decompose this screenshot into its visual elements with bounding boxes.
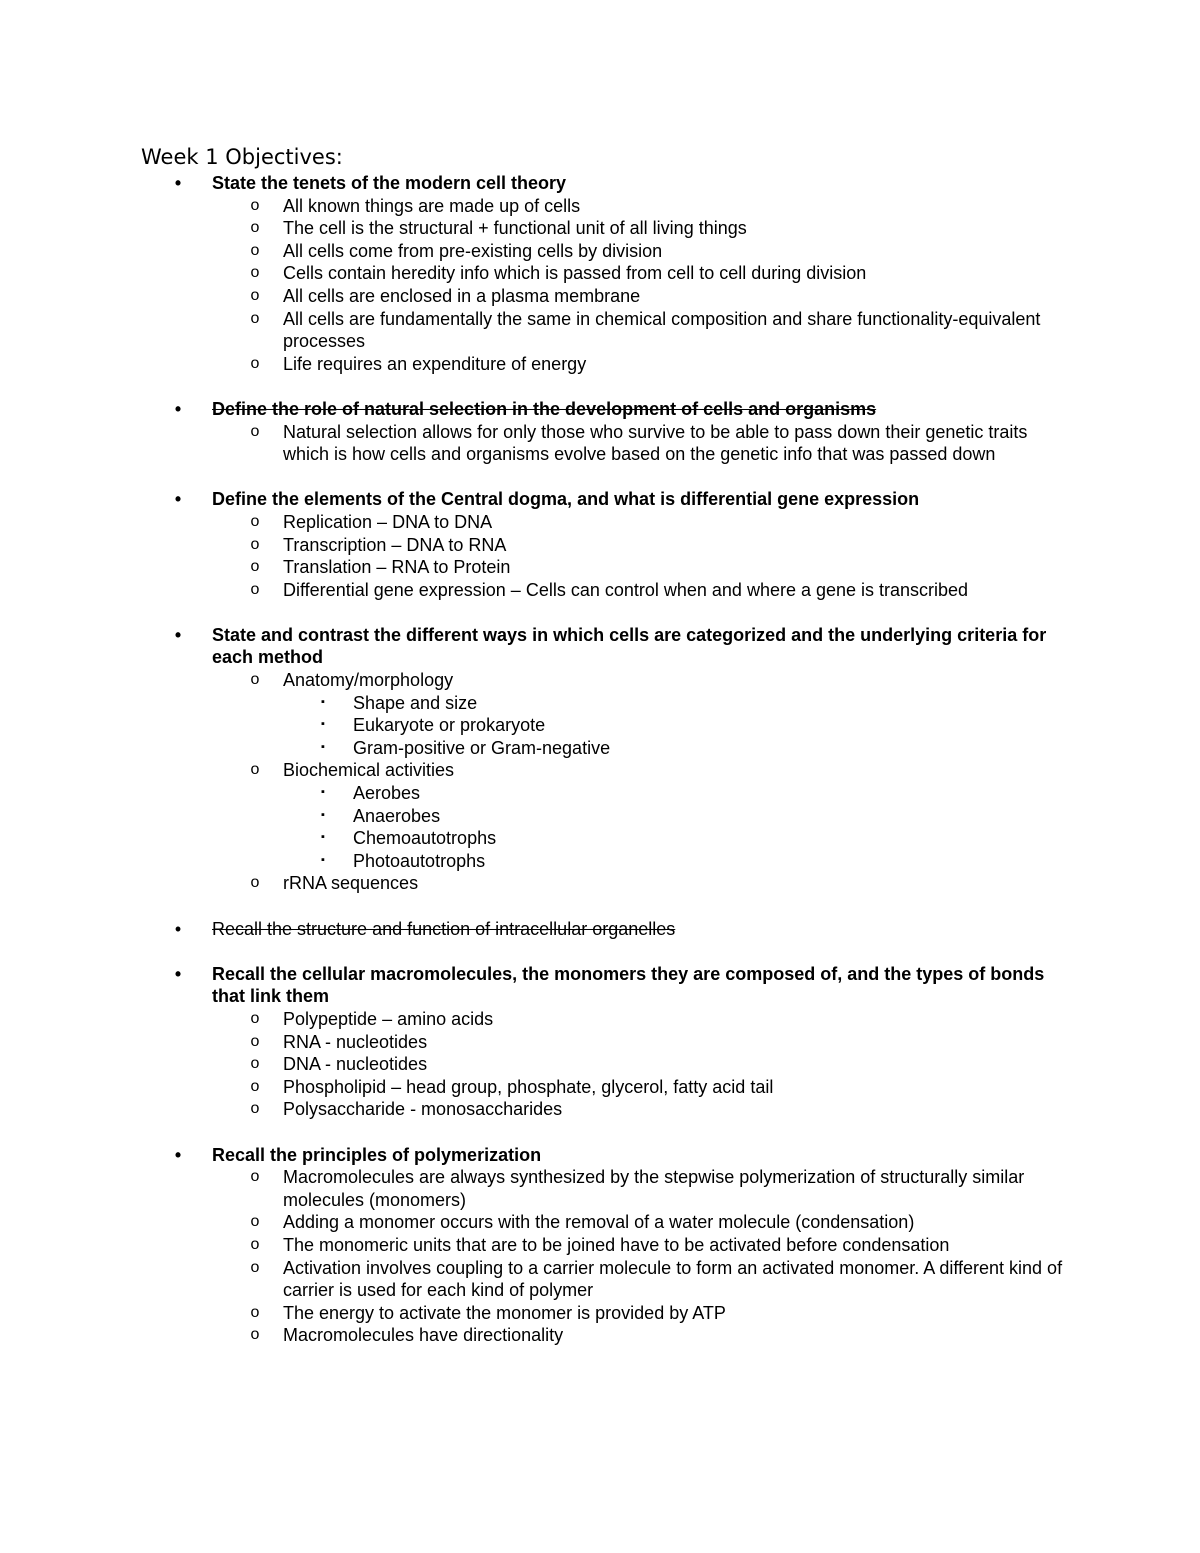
objective-heading-struck [174, 918, 1072, 941]
list-item [250, 759, 1073, 782]
list-item-text: All cells are fundamentally the same in chemical composition and share functionality-equivalent processes [283, 308, 1041, 352]
objectives-list [0, 172, 1200, 1347]
list-item [250, 1076, 1073, 1099]
list-item-text: DNA - nucleotides [283, 1054, 428, 1075]
objective-heading-struck [174, 398, 1072, 421]
sub-list-item-text: Eukaryote or prokaryote [353, 715, 546, 736]
bullet-marker: • [174, 918, 182, 939]
objective-section [0, 488, 1200, 601]
objective-heading [174, 963, 1072, 1008]
objective-heading [174, 624, 1072, 669]
list-item-text: Macromolecules have directionality [283, 1325, 564, 1346]
bullet-marker: • [174, 489, 182, 510]
list-item [250, 262, 1073, 285]
sub-marker: o [250, 309, 260, 327]
square-bullet-icon: ▪ [321, 808, 325, 821]
heading-text: Recall the cellular macromolecules, the monomers they are composed of, and the types of bonds that link them [212, 963, 1045, 1007]
sub-list-item [321, 805, 1053, 828]
heading-text: Recall the principles of polymerization [212, 1144, 542, 1165]
sub-list-item-text: Gram-positive or Gram-negative [353, 737, 611, 758]
sub-list-item-text: Photoautotrophs [353, 850, 486, 871]
objective-section [0, 1144, 1200, 1347]
sub-marker: o [250, 422, 260, 440]
sub-marker: o [250, 219, 260, 237]
sub-marker: o [250, 1235, 260, 1253]
list-item-text: Biochemical activities [283, 760, 455, 781]
list-item-text: Activation involves coupling to a carrier molecule to form an activated monomer. A different kind of carrier is used for each kind of polymer [283, 1257, 1063, 1301]
list-item-text: Differential gene expression – Cells can control when and where a gene is transcribed [283, 579, 969, 600]
objective-heading [174, 1144, 1072, 1167]
sub-marker: o [250, 1326, 260, 1344]
heading-text: State and contrast the different ways in which cells are categorized and the underlying criteria for each method [212, 624, 1047, 668]
sub-marker: o [250, 196, 260, 214]
sub-list-item [321, 714, 1053, 737]
sub-marker: o [250, 1055, 260, 1073]
sub-marker: o [250, 354, 260, 372]
sub-marker: o [250, 535, 260, 553]
sub-list-item [321, 827, 1053, 850]
sub-marker: o [250, 1077, 260, 1095]
list-item-text: Macromolecules are always synthesized by the stepwise polymerization of structurally similar molecules (monomers) [283, 1167, 1025, 1210]
list-item [250, 285, 1073, 308]
sub-marker: o [250, 1303, 260, 1321]
list-item [250, 1324, 1073, 1347]
sub-marker: o [250, 558, 260, 576]
list-item [250, 353, 1073, 376]
sub-marker: o [250, 512, 260, 530]
list-item [250, 195, 1073, 218]
list-item-text: Adding a monomer occurs with the removal of a water molecule (condensation) [283, 1212, 915, 1233]
list-item [250, 308, 1073, 353]
sub-marker: o [250, 1032, 260, 1050]
objective-section [0, 624, 1200, 895]
objective-heading [174, 172, 1072, 195]
list-item-text: Cells contain heredity info which is passed from cell to cell during division [283, 263, 867, 284]
objective-section [0, 172, 1200, 375]
square-bullet-icon: ▪ [321, 786, 325, 799]
list-item [250, 556, 1073, 579]
heading-text: State the tenets of the modern cell theory [212, 173, 567, 193]
list-item [250, 1098, 1073, 1121]
sub-marker: o [250, 671, 260, 689]
list-item-text: The monomeric units that are to be joined have to be activated before condensation [283, 1234, 950, 1255]
list-item [250, 1302, 1073, 1325]
list-item [250, 217, 1073, 240]
bullet-marker: • [174, 173, 182, 193]
sub-marker: o [250, 1213, 260, 1231]
sub-marker: o [250, 580, 260, 598]
list-item [250, 421, 1073, 466]
heading-text: Define the elements of the Central dogma, and what is differential gene expression [212, 489, 920, 510]
list-item [250, 1257, 1073, 1302]
square-bullet-icon: ▪ [321, 740, 325, 753]
sub-list-item [321, 737, 1053, 760]
sub-marker: o [250, 264, 260, 282]
square-bullet-icon: ▪ [321, 695, 325, 708]
list-item [250, 669, 1073, 692]
sub-marker: o [250, 874, 260, 892]
sub-list-item-text: Aerobes [353, 783, 421, 804]
square-bullet-icon: ▪ [321, 853, 325, 866]
page-title: Week 1 Objectives: [141, 145, 343, 169]
heading-text: Define the role of natural selection in the development of cells and organisms [212, 398, 877, 419]
objective-section [0, 398, 1200, 466]
list-item [250, 1008, 1073, 1031]
objective-heading [174, 488, 1072, 511]
square-bullet-icon: ▪ [321, 718, 325, 731]
sub-marker: o [250, 241, 260, 259]
list-item-text: The cell is the structural + functional unit of all living things [283, 218, 747, 239]
list-item-text: The energy to activate the monomer is provided by ATP [283, 1302, 726, 1323]
list-item-text: Anatomy/morphology [283, 670, 454, 691]
list-item [250, 1211, 1073, 1234]
list-item-text: Phospholipid – head group, phosphate, glycerol, fatty acid tail [283, 1076, 774, 1097]
list-item-text: Transcription – DNA to RNA [283, 534, 507, 555]
objective-section [0, 963, 1200, 1121]
sub-marker: o [250, 1168, 260, 1186]
list-item-text: All known things are made up of cells [283, 195, 581, 216]
list-item [250, 511, 1073, 534]
list-item-text: Life requires an expenditure of energy [283, 353, 587, 374]
sub-list-item [321, 692, 1053, 715]
square-bullet-icon: ▪ [321, 831, 325, 844]
list-item-text: Polysaccharide - monosaccharides [283, 1099, 563, 1120]
sub-list-item-text: Chemoautotrophs [353, 828, 497, 849]
list-item-text: Replication – DNA to DNA [283, 511, 493, 532]
bullet-marker: • [174, 624, 182, 645]
list-item [250, 1031, 1073, 1054]
sub-list-item-text: Shape and size [353, 692, 478, 713]
list-item-text: All cells come from pre-existing cells by division [283, 240, 663, 261]
sub-marker: o [250, 761, 260, 779]
heading-text: Recall the structure and function of intracellular organelles [212, 918, 676, 939]
sub-marker: o [250, 1009, 260, 1027]
list-item-text: Polypeptide – amino acids [283, 1008, 494, 1029]
list-item [250, 534, 1073, 557]
list-item-text: All cells are enclosed in a plasma membrane [283, 285, 641, 306]
list-item [250, 872, 1073, 895]
sub-list-item [321, 782, 1053, 805]
bullet-marker: • [174, 1144, 182, 1165]
list-item [250, 1053, 1073, 1076]
sub-list-item [321, 850, 1053, 873]
list-item [250, 1234, 1073, 1257]
list-item-text: RNA - nucleotides [283, 1031, 428, 1052]
bullet-marker: • [174, 398, 182, 419]
sub-marker: o [250, 286, 260, 304]
list-item [250, 1166, 1073, 1211]
list-item [250, 579, 1073, 602]
list-item-text: rRNA sequences [283, 873, 419, 894]
list-item-text: Translation – RNA to Protein [283, 557, 511, 578]
list-item [250, 240, 1073, 263]
objective-section [0, 918, 1200, 941]
bullet-marker: • [174, 963, 182, 984]
sub-marker: o [250, 1258, 260, 1276]
sub-marker: o [250, 1100, 260, 1118]
sub-list-item-text: Anaerobes [353, 805, 441, 826]
list-item-text: Natural selection allows for only those who survive to be able to pass down their genetic traits which is how cells and organisms evolve based on the genetic info that was passed down [283, 421, 1028, 465]
